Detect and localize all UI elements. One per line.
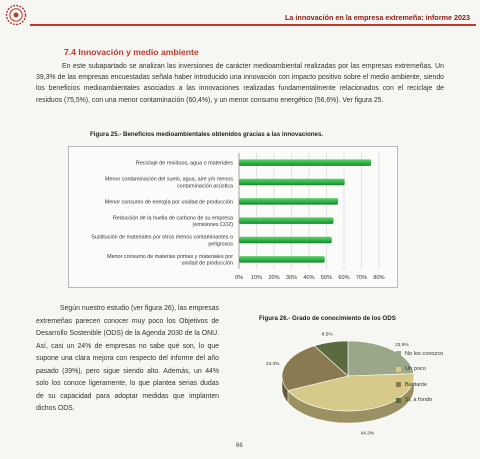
x-tick-label: 70%	[355, 275, 368, 281]
figure-26-legend	[396, 346, 443, 408]
ods-paragraph: Según nuestro estudio (ver figura 26), las empresas extremeñas parecen conocer muy poco los Objetivos de Desarrollo Sostenible (ODS) de la Agenda 2030 de la ONU. Así, casi un 24% de empresas no sabe qué son, lo que supone una clara mejora con respecto del informe del año pasado (39%), pero sigue siendo alto. Además, un 44% solo los conoce ligeramente, lo que plantea serias dudas de su capacidad para adoptar medidas que implanten dichos ODS.	[36, 305, 219, 413]
x-tick-label: 60%	[338, 275, 350, 281]
legend-swatch	[396, 351, 401, 356]
category-label: (emisiones CO2)	[192, 221, 233, 228]
legend-item	[396, 393, 443, 409]
section-title: 7.4 Innovación y medio ambiente	[64, 47, 199, 57]
x-tick-label: 30%	[285, 275, 298, 281]
figure-25-chart	[68, 146, 398, 288]
legend-label: Un poco	[405, 366, 426, 373]
legend-item	[396, 362, 443, 378]
header-rule	[30, 24, 476, 26]
category-label: unidad de producción	[181, 260, 233, 267]
x-tick-label: 10%	[250, 275, 263, 281]
pie-value-label: 8.5%	[321, 332, 333, 338]
category-label: Menor contaminación del suelo, agua, aire y/o menos	[105, 176, 233, 183]
legend-label: Sí, a fondo	[405, 397, 433, 404]
pie-value-label: 23.3%	[265, 361, 280, 367]
bar	[239, 237, 332, 244]
category-label: peligrosos	[208, 241, 233, 248]
legend-swatch	[396, 367, 401, 372]
bar	[239, 217, 334, 224]
category-label: Menor consumo de energía por unidad de producción	[104, 199, 233, 206]
bar	[239, 198, 338, 205]
category-label: Menor consumo de materias primas y materiales por	[107, 254, 233, 261]
pie-value-label: 44.3%	[360, 431, 375, 437]
gear-seal-icon	[5, 4, 27, 26]
legend-swatch	[396, 382, 401, 387]
legend-swatch	[396, 398, 401, 403]
header-title: La innovación en la empresa extremeña: informe 2023	[285, 13, 470, 22]
figure-26-title: Figura 26.- Grado de conocimiento de los ODS	[259, 315, 396, 322]
intro-paragraph: En este subapartado se analizan las inversiones de carácter medioambiental realizadas por las empresas extremeñas. Un 39,3% de las empresas encuestadas señala haber introducido una innovación con impacto positivo sobre el medio ambiente, siendo los beneficios medioambientales asociados a las innovaciones realizadas fundamentalmente relacionados con el reciclaje de residuos (75,5%), con una menor contaminación (60,4%), y un menor consumo energético (56,6%). Ver figura 25.	[36, 63, 444, 104]
bar	[239, 159, 371, 166]
legend-label: No los conozco	[405, 350, 444, 357]
page-number: 66	[236, 443, 243, 449]
category-label: Reciclaje de residuos, agua o materiales	[135, 160, 233, 167]
category-label: contaminación acústica	[176, 183, 233, 190]
figure-25-title: Figura 25.- Beneficios medioambientales obtenidos gracias a las innovaciones.	[90, 131, 324, 138]
x-tick-label: 50%	[320, 275, 333, 281]
x-tick-label: 80%	[373, 275, 385, 281]
category-label: Sustitución de materiales por otros menos contaminantes o	[91, 234, 233, 241]
bar	[239, 256, 325, 263]
x-tick-label: 0%	[234, 275, 244, 281]
page-header	[0, 0, 480, 32]
x-tick-label: 20%	[268, 275, 280, 281]
category-label: Reducción de la huella de carbono de su empresa	[112, 215, 233, 222]
x-tick-label: 40%	[303, 275, 315, 281]
pie-value-label: 23.9%	[395, 342, 409, 348]
bar	[239, 179, 345, 186]
legend-label: Bastante	[405, 381, 428, 388]
figure-25-svg	[69, 147, 399, 289]
legend-item	[396, 346, 443, 362]
legend-item	[396, 377, 443, 393]
